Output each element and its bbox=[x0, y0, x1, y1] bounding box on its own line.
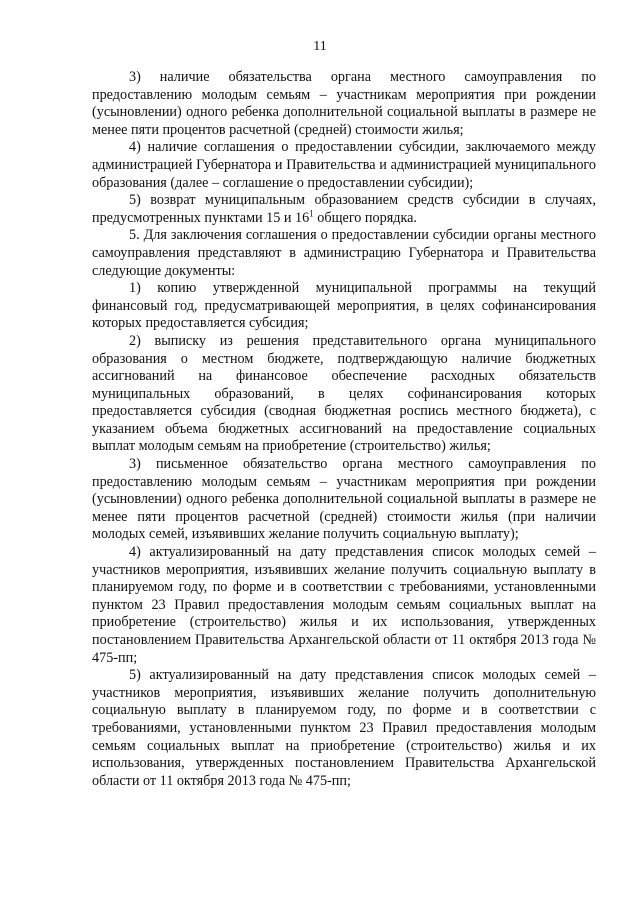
document-body bbox=[92, 69, 596, 790]
superscript-footnote: 1 bbox=[309, 208, 314, 219]
paragraph-documents-intro: 5. Для заключения соглашения о предоставлении субсидии органы местного самоуправления представляют в администрацию Губернатора и Правительства следующие документы: bbox=[92, 227, 596, 279]
paragraph-budget-extract: 2) выписку из решения представительного органа муниципального образования о местном бюджете, подтверждающую наличие бюджетных ассигнований на финансовое обеспечение расходных обязательств муниципальных образований, в целях софинансирования которых предоставляется субсидия (сводная бюджетная роспись местного бюджета), с указанием объема бюджетных ассигнований на предоставление социальных выплат молодым семьям на приобретение (строительство) жилья; bbox=[92, 332, 596, 455]
paragraph-families-list: 4) актуализированный на дату представления список молодых семей – участников мероприятия, изъявивших желание получить социальную выплату в планируемом году, по форме и в соответствии с требованиями, установленными пунктом 23 Правил предоставления молодым семьям социальных выплат на приобретение (строительство) жилья и их использования, утвержденных постановлением Правительства Архангельской области от 11 октября 2013 года № 475-пп; bbox=[92, 544, 596, 666]
paragraph-obligation-additional-payment: 3) наличие обязательства органа местного самоуправления по предоставлению молодым семьям – участникам мероприятия при рождении (усыновлении) одного ребенка дополнительной социальной выплаты в размере не менее пяти процентов расчетной (средней) стоимости жилья; bbox=[92, 69, 596, 138]
paragraph-written-obligation: 3) письменное обязательство органа местного самоуправления по предоставлению молодым семьям – участникам мероприятия при рождении (усыновлении) одного ребенка дополнительной социальной выплаты в размере не менее пяти процентов расчетной (средней) стоимости жилья (при наличии молодых семей, изъявивших желание получить социальную выплату); bbox=[92, 456, 596, 543]
paragraph-subsidy-return-text: 5) возврат муниципальным образованием средств субсидии в случаях, предусмотренных пунктами 15 и 16 bbox=[92, 192, 596, 226]
paragraph-additional-families-list: 5) актуализированный на дату представления список молодых семей – участников мероприятия, изъявивших желание получить дополнительную социальную выплату в планируемом году, по форме и в соответствии с требованиями, установленными пунктом 23 Правил предоставления молодым семьям социальных выплат на приобретение (строительство) жилья и их использования, утвержденных постановлением Правительства Архангельской области от 11 октября 2013 года № 475-пп; bbox=[92, 667, 596, 789]
paragraph-program-copy: 1) копию утвержденной муниципальной программы на текущий финансовый год, предусматривающей мероприятия, в целях софинансирования которых предоставляется субсидия; bbox=[92, 280, 596, 332]
paragraph-subsidy-return bbox=[92, 192, 596, 227]
page-number: 11 bbox=[313, 39, 327, 54]
paragraph-subsidy-return-tail: общего порядка. bbox=[313, 209, 417, 226]
paragraph-subsidy-agreement: 4) наличие соглашения о предоставлении субсидии, заключаемого между администрацией Губернатора и Правительства и администрацией муниципального образования (далее – соглашение о предоставлении субсидии); bbox=[92, 139, 596, 191]
